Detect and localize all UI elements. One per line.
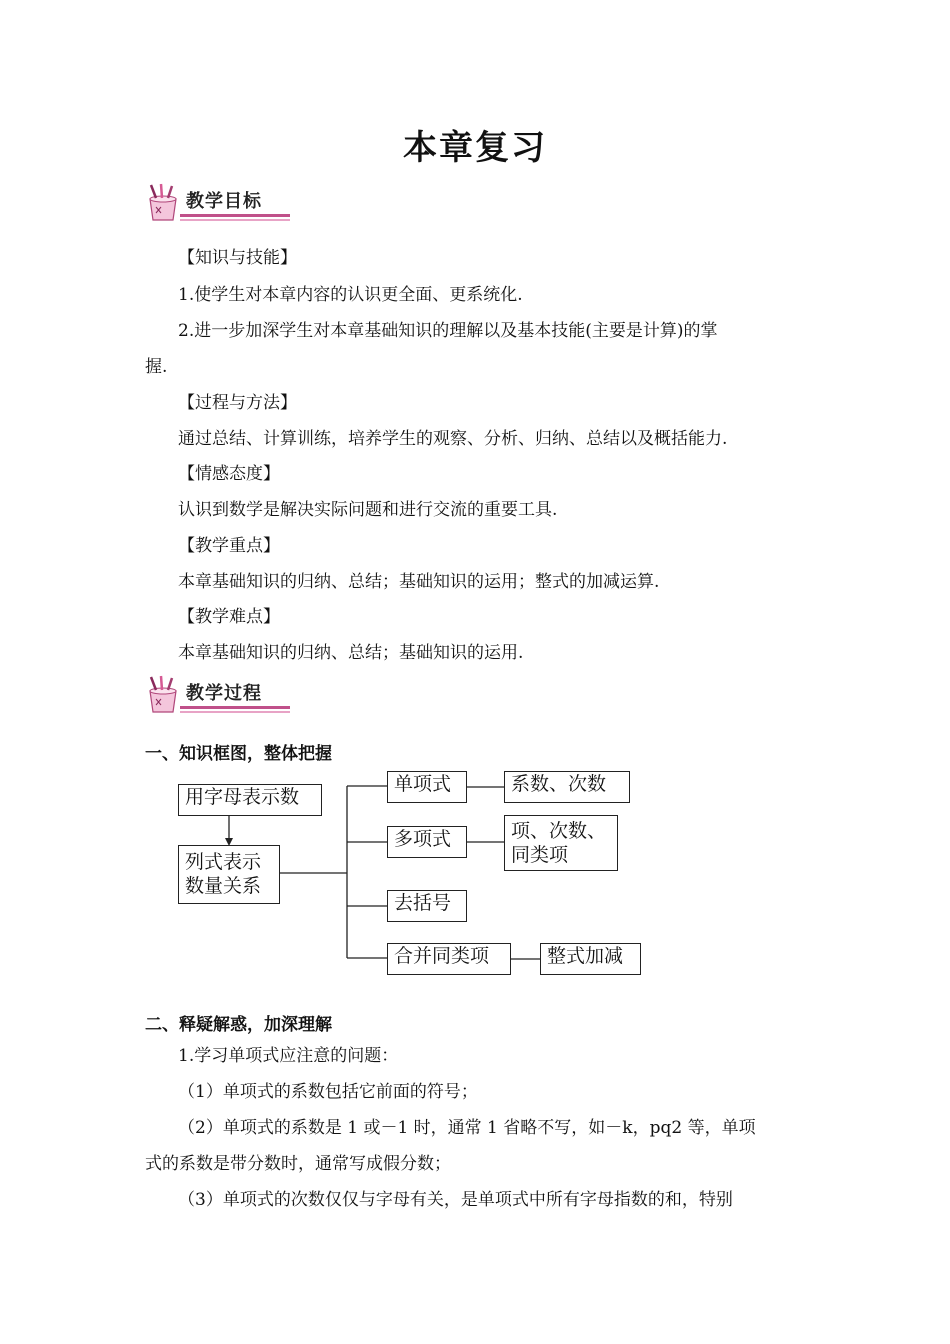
box-monomial: 单项式 bbox=[387, 771, 467, 803]
section-heading-1: 一、知识框图，整体把握 bbox=[145, 744, 332, 764]
process-text: 通过总结、计算训练，培养学生的观察、分析、归纳、总结以及概括能力. bbox=[178, 429, 728, 449]
box-remove-brackets: 去括号 bbox=[387, 890, 467, 922]
note-1: 1.学习单项式应注意的问题： bbox=[178, 1046, 399, 1066]
key-points-heading: 【教学重点】 bbox=[178, 536, 280, 556]
banner-underline-light bbox=[180, 219, 290, 221]
box-polynomial-addsub: 整式加减 bbox=[540, 943, 641, 975]
box-combine-like-terms: 合并同类项 bbox=[387, 943, 511, 975]
pencil-cup-icon bbox=[142, 183, 186, 223]
difficulty-text: 本章基础知识的归纳、总结；基础知识的运用. bbox=[178, 643, 524, 663]
key-points-text: 本章基础知识的归纳、总结；基础知识的运用；整式的加减运算. bbox=[178, 572, 660, 592]
note-3-cont: 式的系数是带分数时，通常写成假分数； bbox=[145, 1154, 451, 1174]
knowledge-item-2-cont: 握. bbox=[145, 357, 168, 377]
pencil-cup-icon bbox=[142, 675, 186, 715]
box-term-line2: 同类项 bbox=[511, 844, 569, 866]
box-term-line1: 项、次数、 bbox=[511, 820, 607, 842]
box-letters-as-numbers: 用字母表示数 bbox=[178, 784, 322, 816]
box-quantity-relations-line1: 列式表示 bbox=[185, 851, 262, 873]
difficulty-heading: 【教学难点】 bbox=[178, 607, 280, 627]
box-quantity-relations-line2: 数量关系 bbox=[185, 875, 262, 897]
emotion-text: 认识到数学是解决实际问题和进行交流的重要工具. bbox=[178, 500, 558, 520]
box-coefficient-degree: 系数、次数 bbox=[504, 771, 630, 803]
section-banner-process bbox=[142, 675, 290, 715]
process-heading: 【过程与方法】 bbox=[178, 393, 297, 413]
emotion-heading: 【情感态度】 bbox=[178, 464, 280, 484]
knowledge-item-2: 2.进一步加深学生对本章基础知识的理解以及基本技能(主要是计算)的掌 bbox=[178, 321, 718, 341]
note-4: （3）单项式的次数仅仅与字母有关，是单项式中所有字母指数的和，特别 bbox=[178, 1190, 733, 1210]
banner-underline bbox=[180, 214, 290, 217]
banner-label: 教学过程 bbox=[186, 683, 262, 704]
note-2: （1）单项式的系数包括它前面的符号； bbox=[178, 1082, 478, 1102]
page-title: 本章复习 bbox=[403, 128, 547, 168]
note-3: （2）单项式的系数是 1 或－1 时，通常 1 省略不写，如－k，pq2 等，单项 bbox=[178, 1118, 756, 1138]
box-quantity-relations bbox=[178, 845, 280, 904]
box-term-degree-like-terms bbox=[504, 815, 618, 871]
knowledge-heading: 【知识与技能】 bbox=[178, 248, 297, 268]
knowledge-item-1: 1.使学生对本章内容的认识更全面、更系统化. bbox=[178, 285, 523, 305]
section-heading-2: 二、释疑解惑，加深理解 bbox=[145, 1015, 332, 1035]
banner-label: 教学目标 bbox=[186, 191, 262, 212]
section-banner-objectives bbox=[142, 183, 290, 223]
banner-underline-light bbox=[180, 711, 290, 713]
banner-underline bbox=[180, 706, 290, 709]
box-polynomial: 多项式 bbox=[387, 826, 467, 858]
